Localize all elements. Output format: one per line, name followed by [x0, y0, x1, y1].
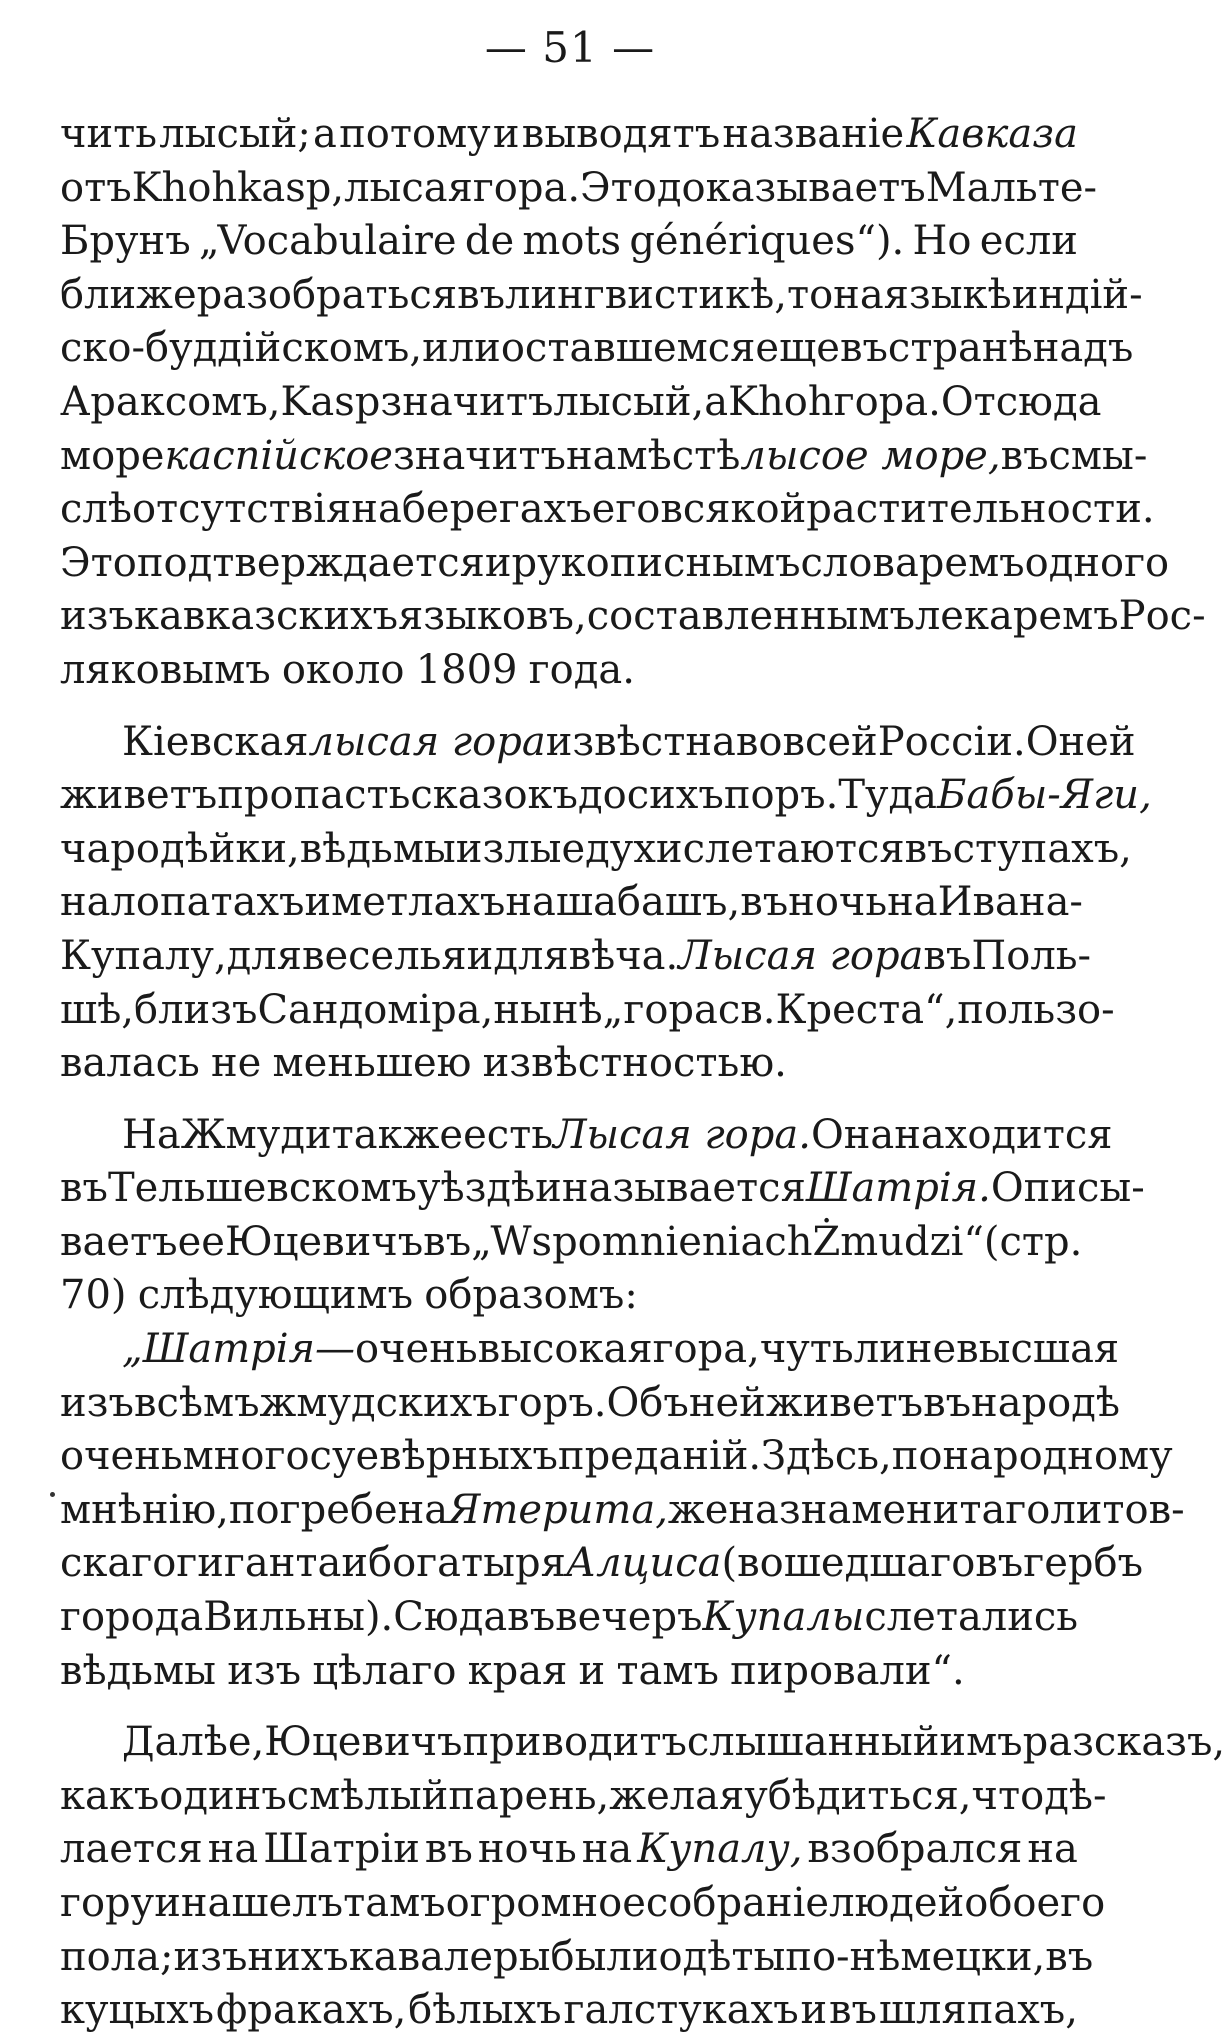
- text-line: [60, 1109, 1113, 1163]
- word: слетаются: [682, 825, 905, 872]
- word: de: [464, 218, 515, 265]
- word: вѣдьмы: [60, 1647, 216, 1694]
- word: чить: [60, 111, 158, 157]
- text-line: [60, 590, 1206, 644]
- word: нихъ: [247, 1933, 349, 1980]
- word: языкѣ: [883, 271, 1012, 318]
- word: „Wspomnieniach: [471, 1218, 813, 1265]
- text-line: [60, 1269, 1078, 1323]
- word: Рос-: [1118, 593, 1206, 640]
- word: тамъ: [343, 1880, 446, 1926]
- word: гора.: [472, 164, 581, 211]
- word: языковъ,: [398, 593, 587, 640]
- word: въ: [424, 1826, 473, 1873]
- word: года.: [528, 646, 635, 693]
- word: въ: [839, 325, 888, 372]
- word: преданій.: [557, 1433, 762, 1480]
- word: по-нѣмецки,: [785, 1933, 1046, 1980]
- word: кавказскихъ: [133, 593, 399, 640]
- text-line: [60, 984, 1115, 1038]
- paragraph-gap: [60, 1698, 1078, 1716]
- word: по: [891, 1433, 943, 1480]
- text-line: [60, 269, 1143, 323]
- word: образомъ:: [424, 1272, 638, 1319]
- word: были: [550, 1933, 659, 1980]
- italic-word: „Шатрія—: [122, 1326, 356, 1373]
- word: въ: [423, 1218, 472, 1265]
- word: въ: [923, 932, 972, 979]
- text-line: [60, 1645, 1078, 1699]
- word: изъ: [227, 1647, 302, 1694]
- italic-word: Лысая гора.: [553, 1111, 811, 1158]
- word: гора.: [833, 378, 941, 425]
- word: Шатріи: [263, 1826, 420, 1873]
- word: также: [331, 1111, 464, 1158]
- word: на: [833, 271, 884, 318]
- italic-word: Лысая гора: [678, 932, 924, 979]
- word: и: [535, 1165, 562, 1212]
- word: и: [800, 1987, 828, 2034]
- word: въ: [923, 1379, 972, 1426]
- word: очень: [355, 1326, 478, 1373]
- word: Это: [60, 539, 137, 586]
- word: въ: [1000, 432, 1049, 479]
- text-line: [60, 1323, 1120, 1377]
- word: на: [351, 486, 402, 533]
- word: народѣ: [971, 1379, 1120, 1426]
- word: собраніе: [645, 1880, 830, 1926]
- word: высшая: [956, 1326, 1120, 1373]
- word: подтверждается: [136, 539, 485, 586]
- word: и: [484, 539, 512, 586]
- word: гору: [60, 1880, 155, 1926]
- italic-word: Бабы-Яги,: [937, 772, 1152, 819]
- word: одѣты: [658, 1933, 786, 1980]
- word: для: [226, 932, 302, 979]
- word: оставшемся: [500, 325, 756, 372]
- word: края: [467, 1647, 568, 1694]
- word: живетъ: [765, 1379, 924, 1426]
- word: гиганта: [176, 1540, 342, 1587]
- word: слѣ: [60, 486, 132, 533]
- word: доказываетъ: [656, 164, 926, 211]
- word: метлахъ: [331, 879, 506, 926]
- word: Брунъ: [60, 218, 191, 265]
- word: на: [1027, 1826, 1078, 1873]
- word: для: [493, 932, 569, 979]
- paragraph-gap: [60, 698, 1078, 716]
- word: пировали“.: [730, 1647, 965, 1694]
- word: кавалеры: [348, 1933, 551, 1980]
- word: ско-буддійскомъ,: [60, 325, 423, 372]
- word: жмудскихъ: [259, 1379, 498, 1426]
- text-line: [60, 376, 1102, 430]
- word: приводитъ: [462, 1719, 687, 1766]
- italic-word: Купалу,: [637, 1826, 803, 1873]
- word: валась: [60, 1040, 200, 1087]
- italic-word: Шатрія.: [805, 1165, 991, 1212]
- word: Здѣсь,: [761, 1433, 892, 1480]
- word: его: [591, 486, 661, 533]
- word: обоего: [964, 1880, 1106, 1926]
- word: парень,: [448, 1772, 610, 1819]
- word: еще: [755, 325, 840, 372]
- word: Żmudzi“: [812, 1218, 984, 1265]
- word: изъ: [173, 1933, 248, 1980]
- word: Сюда: [393, 1594, 508, 1641]
- word: одного: [1024, 539, 1170, 586]
- word: вѣча.: [568, 932, 679, 979]
- word: знаменитаго: [778, 1486, 1051, 1533]
- word: въ: [740, 879, 789, 926]
- word: надъ: [1032, 325, 1134, 372]
- word: Поль-: [971, 932, 1092, 979]
- word: слетались: [864, 1594, 1079, 1641]
- word: тамъ: [616, 1647, 719, 1694]
- word: шляпахъ,: [878, 1987, 1078, 2034]
- word: всей: [782, 718, 878, 765]
- word: Khoh: [728, 378, 834, 425]
- word: извѣстностью.: [482, 1040, 787, 1087]
- word: разсказъ,: [1022, 1719, 1225, 1766]
- word: суевѣрныхъ: [309, 1433, 558, 1480]
- word: извѣстна: [545, 718, 736, 765]
- word: и: [578, 1647, 606, 1694]
- italic-word: лысое море,: [740, 432, 1001, 479]
- word: и: [304, 879, 332, 926]
- text-line: [60, 1162, 1145, 1216]
- word: слышанный: [686, 1719, 940, 1766]
- word: Кіевская: [122, 718, 309, 765]
- word: чародѣйки,: [60, 825, 300, 872]
- word: во: [735, 718, 783, 765]
- word: Вильны).: [203, 1594, 394, 1641]
- word: составленнымъ: [586, 593, 915, 640]
- word: словаремъ: [800, 539, 1025, 586]
- word: лысый;: [159, 111, 311, 157]
- word: лекаремъ: [914, 593, 1119, 640]
- word: ночь: [477, 1826, 577, 1873]
- word: галстукахъ: [563, 1987, 799, 2034]
- word: лопатахъ: [110, 879, 305, 926]
- word: города: [60, 1594, 204, 1641]
- word: очень: [60, 1433, 183, 1480]
- word: слѣдующимъ: [137, 1272, 414, 1319]
- word: отъ: [60, 164, 132, 211]
- text-line: [60, 430, 1148, 484]
- word: народному: [942, 1433, 1173, 1480]
- word: и: [455, 825, 483, 872]
- word: цѣлаго: [312, 1647, 457, 1694]
- word: на: [505, 879, 556, 926]
- text-line: [60, 1770, 1107, 1824]
- word: ее: [177, 1218, 225, 1265]
- word: до: [578, 772, 627, 819]
- page-number: — 51 —: [484, 23, 656, 72]
- text-line: [60, 537, 1170, 591]
- word: богатыря: [368, 1540, 566, 1587]
- word: Описы-: [990, 1165, 1145, 1212]
- text-line: [60, 1591, 1078, 1645]
- word: желая: [609, 1772, 745, 1819]
- word: Тельшевскомъ: [107, 1165, 417, 1212]
- word: ночь: [788, 879, 888, 926]
- word: странѣ: [887, 325, 1033, 372]
- text-line: [60, 1931, 1094, 1985]
- word: Купалу,: [60, 932, 227, 979]
- word: смы-: [1048, 432, 1148, 479]
- word: Khohkasp,: [131, 164, 345, 211]
- word: пола;: [60, 1933, 174, 1980]
- word: около: [281, 646, 405, 693]
- word: вѣдьмы: [299, 825, 456, 872]
- text-line: [60, 1823, 1078, 1877]
- word: духи: [585, 825, 683, 872]
- word: на: [566, 432, 617, 479]
- word: на: [581, 1826, 633, 1873]
- word: нашелъ: [180, 1880, 344, 1926]
- text-line: [60, 876, 1083, 930]
- word: Юцевичъ: [224, 1218, 424, 1265]
- text-line: [60, 322, 1134, 376]
- word: Креста“,: [775, 986, 958, 1033]
- text-line: [60, 823, 1132, 877]
- word: на: [207, 1826, 259, 1873]
- word: Но: [912, 218, 972, 265]
- text-line: [60, 162, 1098, 216]
- word: гербъ: [1023, 1540, 1144, 1587]
- text-line: [60, 769, 1152, 823]
- word: взобрался: [807, 1826, 1023, 1873]
- word: „Vocabulaire: [198, 218, 457, 265]
- word: смѣлый: [286, 1772, 449, 1819]
- word: море: [60, 432, 165, 479]
- word: огромное: [445, 1880, 646, 1926]
- text-line: [60, 215, 1078, 269]
- word: лысая: [344, 164, 473, 211]
- text-line: [60, 1484, 1185, 1538]
- word: На: [122, 1111, 181, 1158]
- word: шѣ,: [60, 986, 135, 1033]
- italic-word: лысая гора: [308, 718, 546, 765]
- word: св.: [717, 986, 776, 1033]
- word: и: [341, 1540, 369, 1587]
- italic-word: Алциса: [565, 1540, 722, 1587]
- text-line: [60, 1430, 1173, 1484]
- paragraph-gap: [60, 1091, 1078, 1109]
- word: всякой: [660, 486, 807, 533]
- word: высокая: [477, 1326, 653, 1373]
- word: génériques“).: [629, 218, 905, 265]
- text-line: [60, 1377, 1120, 1431]
- word: Отсюда: [940, 378, 1102, 425]
- word: на: [887, 879, 938, 926]
- body-text: [60, 108, 1225, 2038]
- word: ней: [688, 1379, 766, 1426]
- word: уѣздѣ: [416, 1165, 536, 1212]
- word: Ивана-: [937, 879, 1083, 926]
- word: какъ: [60, 1772, 160, 1819]
- word: поръ.: [723, 772, 839, 819]
- word: называется: [561, 1165, 806, 1212]
- word: въ: [507, 1594, 556, 1641]
- italic-word: каспійское: [164, 432, 393, 479]
- word: гора,: [652, 1326, 760, 1373]
- word: пропасть: [217, 772, 411, 819]
- word: Туда: [838, 772, 938, 819]
- word: мѣстѣ: [616, 432, 741, 479]
- word: изъ: [60, 1379, 134, 1426]
- word: Это: [580, 164, 657, 211]
- italic-word: Купалы: [702, 1594, 865, 1641]
- word: mots: [522, 218, 622, 265]
- word: изъ: [60, 593, 134, 640]
- word: а: [704, 378, 729, 425]
- text-line: [60, 1037, 1078, 1091]
- word: Объ: [606, 1379, 689, 1426]
- word: О: [1025, 718, 1059, 765]
- word: названіе: [722, 111, 905, 157]
- word: растительности.: [806, 486, 1155, 533]
- word: фракахъ,: [215, 1987, 407, 2034]
- word: (вошедшаго: [721, 1540, 976, 1587]
- word: „гора: [602, 986, 718, 1033]
- word: сказокъ: [410, 772, 579, 819]
- word: рукописнымъ: [511, 539, 801, 586]
- word: на: [60, 879, 111, 926]
- word: погребена: [228, 1486, 449, 1533]
- word: индій-: [1011, 271, 1143, 318]
- word: (стр.: [983, 1218, 1083, 1265]
- word: значитъ: [380, 378, 554, 425]
- word: и: [466, 932, 494, 979]
- text-line: [60, 1877, 1106, 1931]
- word: Мальте-: [925, 164, 1098, 211]
- word: или: [422, 325, 501, 372]
- word: Жмуди: [180, 1111, 332, 1158]
- word: много: [182, 1433, 310, 1480]
- word: скаго: [60, 1540, 177, 1587]
- word: Араксомъ,: [60, 378, 281, 425]
- word: Юцевичъ: [264, 1719, 463, 1766]
- word: не: [211, 1040, 262, 1087]
- word: убѣдиться,: [744, 1772, 972, 1819]
- word: литов-: [1050, 1486, 1185, 1533]
- word: близъ: [134, 986, 258, 1033]
- word: вечеръ: [555, 1594, 703, 1641]
- word: что: [971, 1772, 1045, 1819]
- word: находится: [894, 1111, 1113, 1158]
- word: нынѣ: [493, 986, 603, 1033]
- word: лингвистикѣ,: [505, 271, 787, 318]
- word: въ: [457, 271, 506, 318]
- italic-word: Ятерита,: [448, 1486, 668, 1533]
- text-line: [60, 644, 1078, 698]
- word: Она: [810, 1111, 895, 1158]
- text-line: [60, 1984, 1078, 2038]
- word: въ: [60, 1165, 108, 1212]
- word: ляковымъ: [60, 646, 271, 693]
- word: въ: [829, 1987, 877, 2034]
- word: отсутствія: [131, 486, 352, 533]
- word: Россіи.: [877, 718, 1026, 765]
- word: меньшею: [272, 1040, 472, 1087]
- word: чуть: [759, 1326, 854, 1373]
- word: веселья: [301, 932, 467, 979]
- word: жена: [667, 1486, 779, 1533]
- word: злые: [482, 825, 586, 872]
- word: не: [905, 1326, 957, 1373]
- word: лается: [60, 1826, 203, 1873]
- word: шабашъ,: [555, 879, 741, 926]
- word: пользо-: [957, 986, 1115, 1033]
- print-speck: [50, 1492, 55, 1497]
- word: Далѣе,: [122, 1719, 265, 1766]
- text-line: [60, 108, 1078, 162]
- word: ближе: [60, 271, 197, 318]
- word: куцыхъ: [60, 1987, 215, 2034]
- word: ваетъ: [60, 1218, 178, 1265]
- word: и: [492, 111, 520, 157]
- word: есть: [463, 1111, 554, 1158]
- word: въ: [1045, 1933, 1094, 1980]
- word: одинъ: [159, 1772, 287, 1819]
- word: лысый,: [553, 378, 705, 425]
- word: имъ: [939, 1719, 1023, 1766]
- word: разобраться: [196, 271, 458, 318]
- word: мнѣнію,: [60, 1486, 229, 1533]
- word: ли: [853, 1326, 906, 1373]
- text-line: [60, 930, 1092, 984]
- text-line: [60, 1216, 1083, 1270]
- word: въ: [975, 1540, 1024, 1587]
- word: въ: [904, 825, 953, 872]
- word: значитъ: [392, 432, 566, 479]
- word: 70): [60, 1272, 127, 1319]
- word: Kasp: [280, 378, 381, 425]
- word: дѣ-: [1044, 1772, 1107, 1819]
- word: ней: [1058, 718, 1136, 765]
- word: если: [979, 218, 1078, 265]
- text-line: [60, 1716, 1225, 1770]
- text-line: [60, 1537, 1144, 1591]
- word: живетъ: [60, 772, 218, 819]
- word: а: [313, 111, 337, 157]
- word: выводятъ: [521, 111, 721, 157]
- word: 1809: [415, 646, 518, 693]
- word: людей: [829, 1880, 965, 1926]
- word: Сандоміра,: [257, 986, 494, 1033]
- text-line: [60, 483, 1155, 537]
- text-line: [60, 716, 1136, 770]
- word: то: [786, 271, 834, 318]
- word: ступахъ,: [952, 825, 1132, 872]
- word: потому: [339, 111, 491, 157]
- word: сихъ: [626, 772, 724, 819]
- italic-word: Кавказа: [906, 111, 1078, 157]
- word: всѣмъ: [133, 1379, 260, 1426]
- word: бѣлыхъ: [408, 1987, 562, 2034]
- word: берегахъ: [401, 486, 592, 533]
- word: горъ.: [497, 1379, 607, 1426]
- word: и: [154, 1880, 181, 1926]
